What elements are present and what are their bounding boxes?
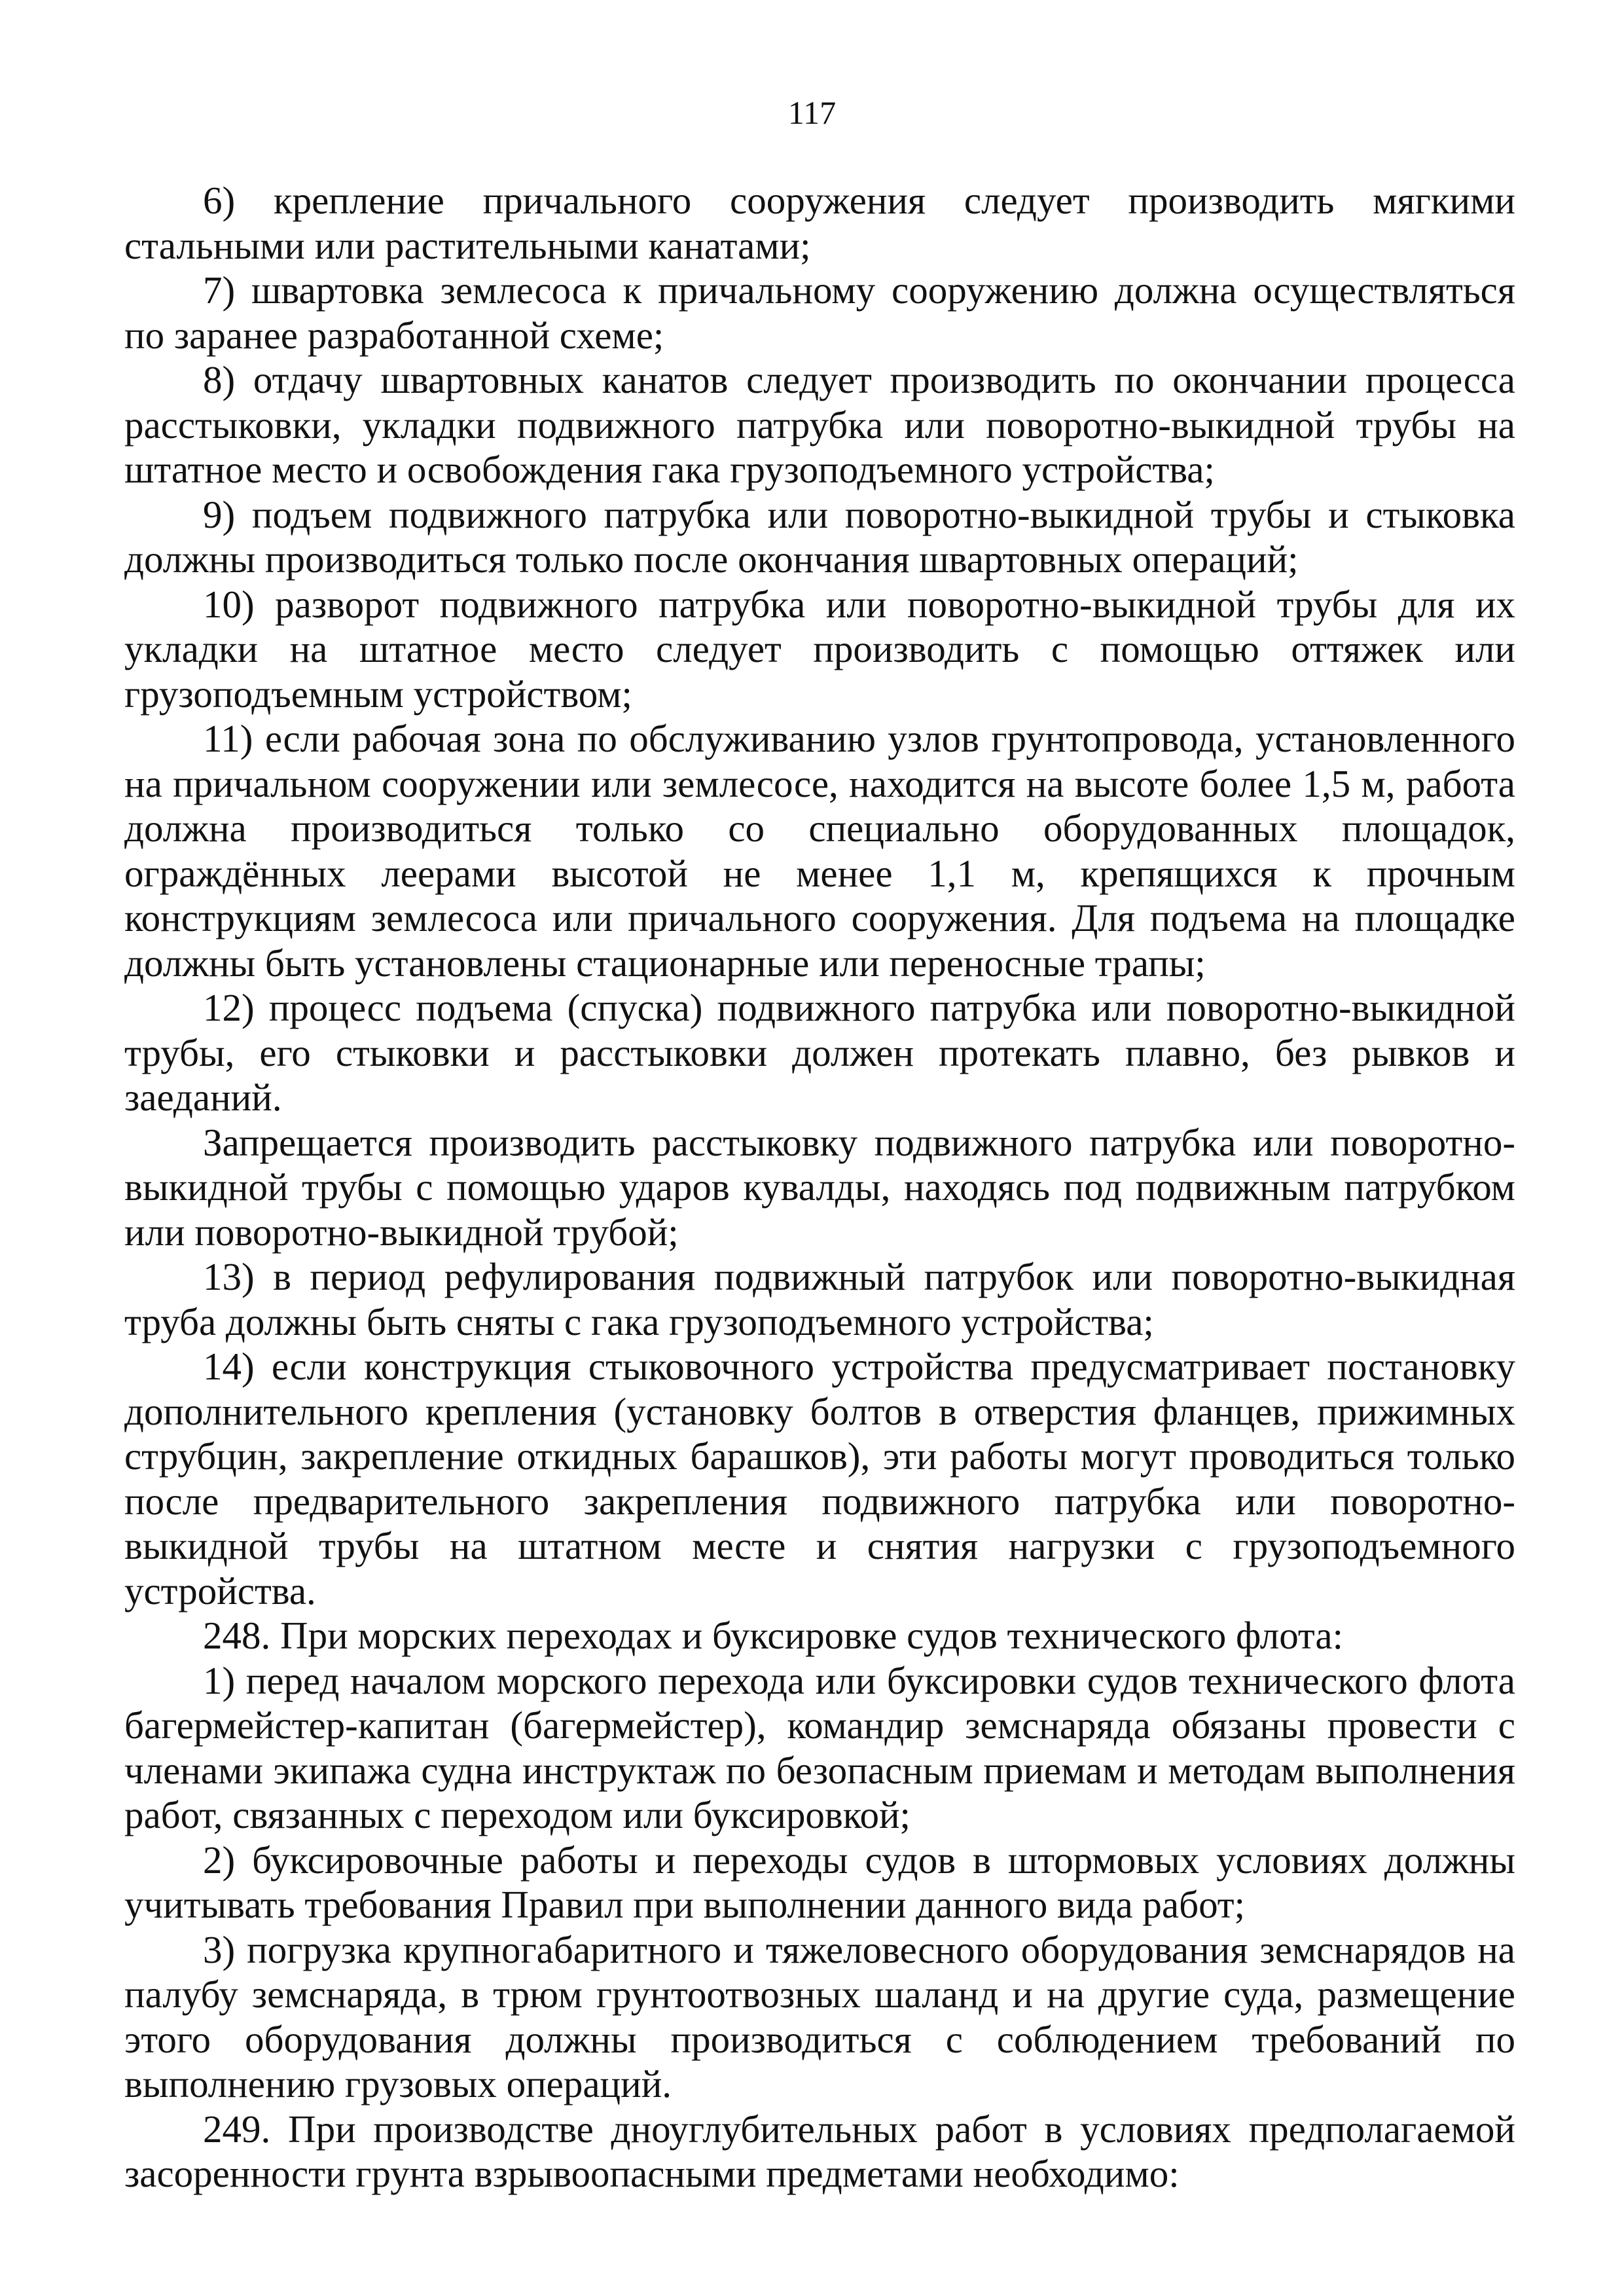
paragraph-prohibition: Запрещается производить расстыковку подвижного патрубка или поворотно-выкидной трубы с помощью ударов кувалды, находясь под подвижным патрубком или поворотно-выкидной трубой; (124, 1120, 1515, 1254)
paragraph-item-6: 6) крепление причального сооружения следует производить мягкими стальными или растительными канатами; (124, 179, 1515, 267)
paragraph-item-11: 11) если рабочая зона по обслуживанию узлов грунтопровода, установленного на причальном сооружении или землесосе, находится на высоте более 1,5 м, работа должна производиться только со специально оборудованных площадок, ограждённых леерами высотой не менее 1,1 м, крепящихся к прочным конструкциям землесоса или причального сооружения. Для подъема на площадке должны быть установлены стационарные или переносные трапы; (124, 717, 1515, 985)
paragraph-item-13: 13) в период рефулирования подвижный патрубок или поворотно-выкидная труба должны быть сняты с гака грузоподъемного устройства; (124, 1255, 1515, 1343)
paragraph-item-8: 8) отдачу швартовных канатов следует производить по окончании процесса расстыковки, укладки подвижного патрубка или поворотно-выкидной трубы на штатное место и освобождения гака грузоподъемного устройства; (124, 358, 1515, 491)
paragraph-item-9: 9) подъем подвижного патрубка или поворотно-выкидной трубы и стыковка должны производиться только после окончания швартовных операций; (124, 492, 1515, 581)
paragraph-item-10: 10) разворот подвижного патрубка или поворотно-выкидной трубы для их укладки на штатное место следует производить с помощью оттяжек или грузоподъемным устройством; (124, 582, 1515, 716)
paragraph-248-item-3: 3) погрузка крупногабаритного и тяжеловесного оборудования земснарядов на палубу земснаряда, в трюм грунтоотвозных шаланд и на другие суда, размещение этого оборудования должны производиться с соблюдением требований по выполнению грузовых операций. (124, 1927, 1515, 2105)
paragraph-item-7: 7) швартовка землесоса к причальному сооружению должна осуществляться по заранее разработанной схеме; (124, 268, 1515, 357)
document-body (124, 178, 1515, 2196)
section-249-heading: 249. При производстве дноуглубительных работ в условиях предполагаемой засоренности грунта взрывоопасными предметами необходимо: (124, 2107, 1515, 2195)
paragraph-item-12: 12) процесс подъема (спуска) подвижного патрубка или поворотно-выкидной трубы, его стыковки и расстыковки должен протекать плавно, без рывков и заеданий. (124, 986, 1515, 1119)
paragraph-248-item-2: 2) буксировочные работы и переходы судов в штормовых условиях должны учитывать требования Правил при выполнении данного вида работ; (124, 1838, 1515, 1926)
section-248-heading: 248. При морских переходах и буксировке судов технического флота: (203, 1614, 1343, 1657)
paragraph-248-item-1: 1) перед началом морского перехода или буксировки судов технического флота багермейстер-капитан (багермейстер), командир земснаряда обязаны провести с членами экипажа судна инструктаж по безопасным приемам и методам выполнения работ, связанных с переходом или буксировкой; (124, 1658, 1515, 1836)
page-number: 117 (787, 94, 837, 131)
paragraph-item-14: 14) если конструкция стыковочного устройства предусматривает постановку дополнительного крепления (установку болтов в отверстия фланцев, прижимных струбцин, закрепление откидных барашков), эти работы могут проводиться только после предварительного закрепления подвижного патрубка или поворотно-выкидной трубы на штатном месте и снятия нагрузки с грузоподъемного устройства. (124, 1345, 1515, 1613)
